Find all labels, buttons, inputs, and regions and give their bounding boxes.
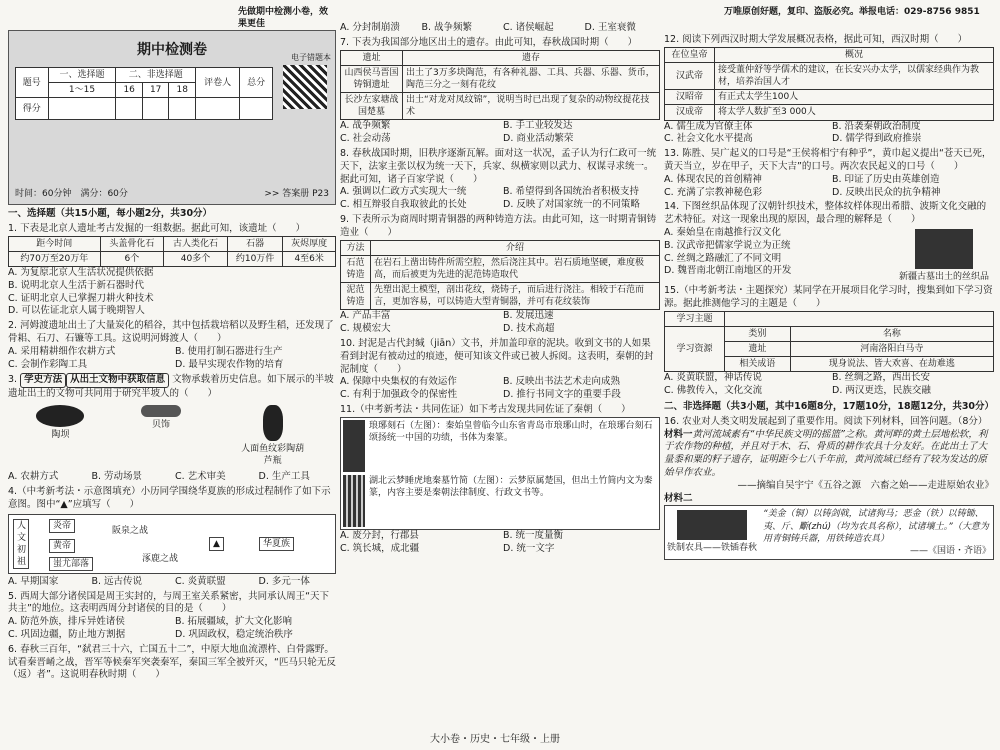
option[interactable]: B. 汉武帝把儒家学说立为正统	[664, 239, 791, 251]
header-info	[15, 188, 329, 200]
stone-inscription-icon	[343, 420, 365, 472]
question-16	[664, 416, 994, 560]
material-source: ——摘编自吴宇宁《五谷之源 六畜之始——走进原始农业》	[737, 479, 994, 491]
cell: 遗址	[725, 342, 791, 357]
cell: 约70万至20万年	[9, 251, 101, 266]
option[interactable]: C. 炎黄联盟	[175, 575, 226, 587]
node-blank: ▲	[209, 537, 224, 551]
cell: 灰烬厚度	[283, 236, 336, 251]
option[interactable]: A. 保障中央集权的有效运作	[340, 376, 457, 388]
option[interactable]: B. 发展迅速	[503, 310, 554, 322]
cell	[142, 98, 169, 120]
gourd-vase-icon	[263, 405, 283, 441]
material-source: ——《国语・齐语》	[909, 545, 991, 556]
question-4	[8, 486, 336, 588]
option[interactable]: A. 强调以仁政方式实现大一统	[340, 186, 467, 198]
cell: 类别	[725, 326, 791, 341]
node: 炎帝	[49, 519, 75, 533]
artifact-row	[8, 405, 336, 467]
material-text: 黄河流域素有“中华民族文明的摇篮”之称。黄河畔的黄土层地松软，利于农作物的种植，并且对于木、石、骨质的耕作农具十分友好。在此出土了大量黍和粟的籽子遗存，证明距今七八千年前，黄河流域已经有了较为发达的原始早作农业。	[664, 428, 988, 479]
option[interactable]: B. 拓展疆域，扩大文化影响	[175, 616, 293, 628]
silk-textile-icon	[915, 229, 973, 269]
question-10	[340, 338, 660, 402]
option[interactable]: A. 体现农民的首创精神	[664, 173, 762, 185]
option[interactable]: D. 反映出民众的抗争精神	[832, 186, 941, 198]
node: 华夏族	[259, 537, 294, 551]
edge-label: 涿鹿之战	[139, 553, 181, 565]
option[interactable]: B. 丝绸之路，西出长安	[832, 372, 931, 384]
cell: 有正式太学生100人	[715, 90, 994, 105]
cell: 石范铸造	[341, 255, 371, 282]
question-text: 4.（中考新考法・示意图填充）小历同学围绕华夏族的形成过程制作了如下示意图。图中“▲”应填写（ ）	[8, 486, 331, 510]
option[interactable]: D. 商业活动繁荣	[503, 133, 574, 145]
cell: 16	[116, 83, 143, 98]
question-6	[8, 644, 336, 682]
cell: 石器	[227, 236, 283, 251]
cell: 40多个	[164, 251, 228, 266]
cell: 二、非选择题	[116, 68, 196, 83]
page-footer: 大小卷・历史・七年级・上册	[430, 733, 560, 745]
question-text: 10. 封泥是古代封缄（jiān）文书，并加盖印章的泥块。收到文书的人如果看到封泥有被动过的痕迹，便可知该文件或已被人拆阅。这表明，秦朝的封泥制度（ ）	[340, 337, 654, 375]
question-2	[8, 320, 336, 371]
cell: 题号	[16, 68, 49, 98]
qr-code-icon[interactable]	[283, 65, 327, 109]
qr-label: 电子错题本	[291, 53, 331, 62]
shell-ornament-icon	[141, 405, 181, 417]
option[interactable]: B. 希望得到各国统治者积极支持	[503, 186, 640, 198]
option[interactable]: A. 产品丰富	[340, 310, 391, 322]
cell: 名称	[790, 326, 993, 341]
option[interactable]: A. 为复原北京人生活状况提供依据	[8, 266, 154, 278]
cell: 17	[142, 83, 169, 98]
data-table	[664, 47, 994, 121]
question-text: 5. 西周大部分诸侯国是周王实封的，与周王室关系紧密，共同承认周王“天下共主”的地位。这表明西周分封诸侯的目的是（ ）	[8, 590, 330, 615]
option[interactable]: D. 多元一体	[258, 575, 310, 587]
option[interactable]: A. 农耕方式	[8, 471, 59, 483]
node: 黄帝	[49, 539, 75, 553]
cell: 头盖骨化石	[100, 236, 164, 251]
cell	[195, 98, 239, 120]
option[interactable]: C. 社会动荡	[340, 133, 391, 145]
artifact-label: 人面鱼纹彩陶葫芦瓶	[241, 444, 305, 467]
cell	[169, 98, 196, 120]
option[interactable]: A. 废分封，行郡县	[340, 529, 419, 541]
top-note-right: 万唯原创好题，复印、盗版必究。举报电话：029-8756 9851	[724, 7, 980, 17]
cell: 在岩石上凿出铸件所需空腔，然后浇注其中。岩石质地坚硬，难度极高，而后被更为先进的泥范铸造取代	[371, 255, 660, 282]
cell: 在位皇帝	[665, 47, 715, 62]
question-11	[340, 404, 660, 555]
question-5	[8, 591, 336, 642]
cell: 泥范铸造	[341, 283, 371, 310]
option[interactable]: B. 印证了历史由英雄创造	[832, 173, 940, 185]
cell	[116, 98, 143, 120]
option[interactable]: D. 巩固政权，稳定统治秩序	[175, 629, 293, 640]
cell: 出土“对龙对凤纹锦”，说明当时已出现了复杂的动物纹提花技术	[403, 93, 660, 120]
cell: 河南洛阳白马寺	[790, 342, 993, 357]
question-text: 9. 下表所示为商周时期青铜器的两种铸造方法。由此可知，这一时期青铜铸造业（ ）	[340, 214, 657, 238]
option[interactable]: B. 战争频繁	[421, 22, 473, 33]
option[interactable]: D. 王室衰微	[584, 22, 636, 33]
option[interactable]: C. 规模宏大	[340, 323, 391, 335]
option[interactable]: C. 巩固边疆，防止地方割据	[8, 629, 126, 640]
answer-ref: >> 答案册 P23	[264, 188, 329, 199]
question-text: 文物承载着历史信息。如下展示的半坡遗址出土的文物可共同用于研究半坡人的（ ）	[8, 374, 334, 400]
option[interactable]: A. 分封制崩溃	[340, 22, 400, 33]
option[interactable]: C. 相互辩驳自我取彼此的长处	[340, 199, 467, 211]
option[interactable]: C. 筑长城，成北疆	[340, 542, 420, 554]
question-text: 16. 农业对人类文明发展起到了重要作用。阅读下列材料，回答问题。（8分）	[664, 415, 988, 427]
question-text: 12. 阅读下列西汉时期大学发展概况表格，据此可知，西汉时期（ ）	[664, 34, 968, 45]
cell: 方法	[341, 240, 371, 255]
artifact	[141, 405, 181, 467]
option[interactable]: D. 两汉更迭，民族交融	[832, 385, 931, 397]
question-text: 6. 春秋三百年，“弑君三十六，亡国五十二”，中原大地血流漂杵、白骨露野。试看秦晋崤之战，晋军等候秦军突袭秦军，秦国三军全被歼灭，“匹马只轮无反（返）者”。这说明春秋时期（ ）	[8, 643, 336, 681]
cell: 1～15	[48, 83, 116, 98]
option[interactable]: A. 采用精耕细作农耕方式	[8, 345, 116, 357]
evidence-text: 琅琊刻石（左图）：秦始皇曾临今山东省青岛市琅琊山时，在琅琊台刻石颂扬统一中国的功绩，书体为秦篆。	[369, 420, 653, 443]
image-caption: 铁制农具——铁锸春秋	[667, 543, 758, 554]
cell: 古人类化石	[164, 236, 228, 251]
cell: 距今时间	[9, 236, 101, 251]
cell: 总分	[240, 68, 273, 98]
option[interactable]: B. 说明北京人生活于新石器时代	[8, 279, 145, 291]
question-text: 1. 下表是北京人遗址考古发掘的一组数据。据此可知，该遗址（ ）	[8, 222, 306, 234]
top-note-left: 先做期中检测小卷，效果更佳	[238, 7, 329, 30]
node: 人文初祖	[13, 519, 29, 569]
option[interactable]: B. 劳动场景	[91, 471, 143, 483]
option[interactable]: A. 儒生成为官僚主体	[664, 120, 753, 132]
question-text: 8. 春秋战国时期，旧秩序逐渐瓦解。面对这一状况，孟子认为行仁政可一统天下，法家主张以权为统一天下，兵家、纵横家则以武力、权谋寻求统一。据此可知，诸子百家学说（ ）	[340, 147, 657, 185]
column-right	[664, 0, 994, 750]
option[interactable]: D. 生产工具	[258, 471, 310, 483]
question-text: 2. 河姆渡遗址出土了大量炭化的稻谷，其中包括栽培稻以及野生稻，还发现了骨耜、石刀、石镰等工具。这说明河姆渡人（ ）	[8, 320, 334, 344]
question-15	[664, 285, 994, 398]
page-title: 期中检测卷	[137, 42, 207, 58]
cell: 先塑出泥土模型，剖出花纹，烧铸子，而后进行浇注。相较于石范而言，更加容易，可以铸造大型青铜器，并可有花纹装饰	[371, 283, 660, 310]
cell: 6个	[100, 251, 164, 266]
option[interactable]: A. 早期国家	[8, 575, 59, 587]
option[interactable]: C. 社会文化水平提高	[664, 133, 753, 145]
cell	[48, 98, 116, 120]
cell: 评卷人	[195, 68, 239, 98]
cell: 概况	[715, 47, 994, 62]
option[interactable]: C. 证明北京人已掌握刀耕火种技术	[8, 292, 154, 304]
score-table	[15, 67, 273, 120]
flow-diagram	[8, 514, 336, 574]
option[interactable]: D. 魏晋南北朝江南地区的开发	[664, 265, 792, 277]
material-text: “美金（铜）以铸剑戟，试诸狗马；恶金（铁）以铸锄、夷、斤、斸(zhú)（均为农具名称），试诸壤土。”（大意为用青铜铸兵器，用铁铸造农具）	[763, 509, 989, 544]
option[interactable]: D. 技术高超	[503, 323, 555, 335]
option[interactable]: C. 充满了宗教神秘色彩	[664, 186, 763, 198]
image-caption: 新疆古墓出土的丝织品	[898, 272, 989, 283]
option[interactable]: D. 最早实现农作物的培育	[175, 358, 284, 370]
cell	[725, 311, 994, 326]
option[interactable]: B. 手工业较发达	[503, 120, 573, 132]
cell: 4至6米	[283, 251, 336, 266]
question-14	[664, 201, 994, 283]
option[interactable]: B. 沿袭秦朝政治制度	[832, 120, 921, 132]
option[interactable]: B. 使用打制石器进行生产	[175, 345, 283, 357]
option[interactable]: D. 推行书同文字的重要手段	[503, 389, 621, 401]
cell: 学习主题	[665, 311, 725, 326]
option[interactable]: D. 儒学得到政府推崇	[832, 133, 922, 145]
cell: 汉武帝	[665, 62, 715, 89]
option[interactable]: C. 艺术审美	[175, 471, 226, 483]
cell: 汉成帝	[665, 105, 715, 120]
resource-table	[664, 311, 994, 373]
cell: 山西侯马晋国铸铜遗址	[341, 65, 403, 92]
time-score: 时间：60分钟 满分：60分	[15, 188, 128, 199]
question-text: 13. 陈胜、吴广起义的口号是“王侯将相宁有种乎”，黄巾起义提出“苍天已死，黄天当立，岁在甲子，天下大吉”的口号。两次农民起义的口号（ ）	[664, 148, 992, 172]
column-middle	[340, 0, 660, 750]
option[interactable]: C. 诸侯崛起	[503, 22, 554, 33]
cell: 遗址	[341, 50, 403, 65]
node: 蚩尤部落	[49, 557, 93, 571]
cell: 长沙左家塘战国楚墓	[341, 93, 403, 120]
cell: 一、选择题	[48, 68, 116, 83]
artifact	[238, 405, 308, 467]
option[interactable]: A. 炎黄联盟，神话传说	[664, 372, 762, 384]
cell: 得分	[16, 98, 49, 120]
option[interactable]: D. 统一文字	[503, 542, 555, 554]
bamboo-slips-icon	[343, 475, 365, 527]
cell: 汉昭帝	[665, 90, 715, 105]
artifact	[36, 405, 84, 467]
question-13	[664, 148, 994, 199]
question-3: 3. 学史方法 从出土文物中获取信息 文物承载着历史信息。如下展示的半坡遗址出土的文物可共同用于研究半坡人的（ ） 陶坝 贝饰 人面鱼纹彩陶葫芦瓶 A. 农耕方式 B. 劳动场景 C. 艺术审美 D. 生产工具	[8, 373, 336, 484]
edge-label: 阪泉之战	[109, 525, 151, 537]
option[interactable]: A. 防范外族，排斥异姓诸侯	[8, 616, 125, 628]
option[interactable]: D. 反映了对国家统一的不同策略	[503, 199, 640, 211]
cell: 遗存	[403, 50, 660, 65]
cell: 相关成语	[725, 357, 791, 372]
option[interactable]: A. 战争频繁	[340, 120, 391, 132]
option[interactable]: C. 佛教传入，文化交流	[664, 385, 763, 397]
iron-tool-icon	[677, 510, 747, 540]
material-title: 材料一	[664, 428, 693, 440]
exam-header	[8, 30, 336, 205]
data-table	[340, 50, 660, 121]
cell: 将太学人数扩至3 000人	[715, 105, 994, 120]
question-12	[664, 34, 994, 146]
evidence-box	[340, 417, 660, 530]
data-table	[340, 240, 660, 311]
cell	[240, 98, 273, 120]
option[interactable]: B. 统一度量衡	[503, 529, 564, 541]
section-title: 一、选择题（共15小题，每小题2分，共30分）	[8, 208, 213, 219]
option[interactable]: C. 会制作彩陶工具	[8, 358, 88, 370]
artifact-label: 贝饰	[151, 420, 170, 431]
cell: 介绍	[371, 240, 660, 255]
column-left	[8, 0, 336, 750]
question-text: 11.（中考新考法・共同佐证）如下考古发现共同佐证了秦朝（ ）	[340, 404, 631, 416]
pottery-icon	[36, 405, 84, 427]
question-7	[340, 37, 660, 146]
cell: 18	[169, 83, 196, 98]
cell: 出土了3万多块陶范，有各种礼器、工具、兵器、乐器、货币，陶范三分之一刻有花纹	[403, 65, 660, 92]
evidence-text: 湖北云梦睡虎地秦墓竹简（左图）：云梦原属楚国，但出土竹简内文为秦篆，内容主要是秦朝法律制度、行政文书等。	[369, 475, 653, 498]
method-tag: 从出土文物中获取信息	[66, 373, 169, 388]
option[interactable]: D. 可以佐证北京人属于晚期智人	[8, 305, 145, 317]
cell: 学习资源	[665, 326, 725, 371]
option[interactable]: A. 秦始皇在南越推行汉文化	[664, 227, 781, 239]
option[interactable]: C. 有利于加强政令的保密性	[340, 389, 458, 401]
question-9	[340, 214, 660, 336]
question-text: 7. 下表为我国部分地区出土的遗存。由此可知，春秋战国时期（ ）	[340, 36, 638, 48]
option[interactable]: B. 反映出书法艺术走向成熟	[503, 376, 621, 388]
data-table	[8, 236, 336, 267]
question-text: 15.（中考新考法・主题探究）某同学在开展项目化学习时，搜集到如下学习资源。据此推测他学习的主题是（ ）	[664, 285, 993, 309]
question-text: 14. 下图丝织品体现了汉朝针织技术，整体纹样体现出希腊、波斯文化交融的艺术特征。对这一现象出现的原因，最合理的解释是（ ）	[664, 201, 987, 226]
cell: 约10万件	[227, 251, 283, 266]
option[interactable]: B. 远古传说	[91, 575, 143, 587]
method-tag: 学史方法	[20, 373, 66, 388]
artifact-label: 陶坝	[51, 430, 70, 441]
cell: 接受董仲舒等学儒术的建议，在长安兴办太学，以儒家经典作为教材，培养治国人才	[715, 62, 994, 89]
section-title: 二、非选择题（共3小题，其中16题8分，17题10分，18题12分，共30分）	[664, 400, 994, 412]
question-1	[8, 223, 336, 318]
question-6-options	[340, 22, 660, 35]
option[interactable]: C. 丝绸之路融汇了不同文明	[664, 252, 782, 264]
material-title: 材料二	[664, 492, 693, 504]
cell: 现身说法、皆大欢喜、在劫难逃	[790, 357, 993, 372]
question-8	[340, 148, 660, 212]
